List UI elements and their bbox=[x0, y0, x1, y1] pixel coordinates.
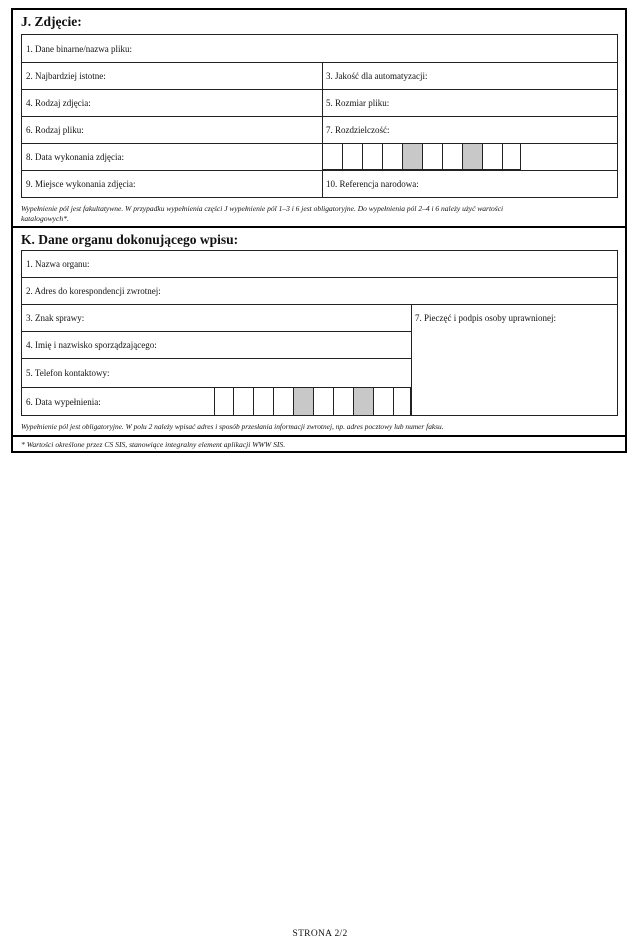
date-cell[interactable] bbox=[342, 143, 363, 170]
field-file-size[interactable]: 5. Rozmiar pliku: bbox=[326, 98, 390, 108]
date-cell[interactable] bbox=[322, 143, 343, 170]
section-separator bbox=[13, 435, 625, 437]
fill-date-cells[interactable] bbox=[214, 387, 411, 416]
date-cell[interactable] bbox=[333, 387, 354, 416]
photo-date-cells[interactable] bbox=[322, 143, 522, 170]
section-k-title: K. Dane organu dokonującego wpisu: bbox=[21, 232, 239, 247]
date-cell[interactable] bbox=[393, 387, 411, 416]
field-resolution[interactable]: 7. Rozdzielczość: bbox=[326, 125, 390, 135]
section-separator bbox=[13, 226, 625, 228]
section-k-grid bbox=[21, 250, 618, 416]
section-j-title: J. Zdjęcie: bbox=[21, 14, 82, 29]
date-separator-cell bbox=[462, 143, 483, 170]
date-cell[interactable] bbox=[382, 143, 403, 170]
form-page bbox=[11, 8, 627, 453]
field-photo-date: 8. Data wykonania zdjęcia: bbox=[26, 152, 124, 162]
field-case-reference[interactable]: 3. Znak sprawy: bbox=[26, 313, 85, 323]
field-preparer-name[interactable]: 4. Imię i nazwisko sporządzającego: bbox=[26, 340, 157, 350]
date-cell[interactable] bbox=[253, 387, 274, 416]
field-automation-quality[interactable]: 3. Jakość dla automatyzacji: bbox=[326, 71, 428, 81]
field-national-reference[interactable]: 10. Referencja narodowa: bbox=[326, 179, 419, 189]
field-stamp-signature[interactable]: 7. Pieczęć i podpis osoby uprawnionej: bbox=[415, 313, 556, 323]
field-authority-name[interactable]: 1. Nazwa organu: bbox=[26, 259, 90, 269]
field-binary-data-filename[interactable]: 1. Dane binarne/nazwa pliku: bbox=[26, 44, 132, 54]
field-return-address[interactable]: 2. Adres do korespondencji zwrotnej: bbox=[26, 286, 161, 296]
date-cell[interactable] bbox=[233, 387, 254, 416]
date-cell[interactable] bbox=[422, 143, 443, 170]
date-separator-cell bbox=[402, 143, 423, 170]
section-j-note-line2: katalogowych*. bbox=[21, 214, 69, 223]
field-contact-phone[interactable]: 5. Telefon kontaktowy: bbox=[26, 368, 110, 378]
date-separator-cell bbox=[353, 387, 374, 416]
date-cell[interactable] bbox=[373, 387, 394, 416]
date-cell[interactable] bbox=[362, 143, 383, 170]
date-cell[interactable] bbox=[442, 143, 463, 170]
date-cell[interactable] bbox=[214, 387, 234, 416]
section-j-grid bbox=[21, 34, 618, 198]
field-photo-type[interactable]: 4. Rodzaj zdjęcia: bbox=[26, 98, 91, 108]
field-file-type[interactable]: 6. Rodzaj pliku: bbox=[26, 125, 84, 135]
section-k-note: Wypełnienie pól jest obligatoryjne. W polu 2 należy wpisać adres i sposób przesłania informacji zwrotnej, np. adres pocztowy lub numer faksu. bbox=[21, 422, 444, 431]
field-fill-date: 6. Data wypełnienia: bbox=[26, 397, 101, 407]
date-cell[interactable] bbox=[273, 387, 294, 416]
footnote: * Wartości określone przez CS SIS, stanowiące integralny element aplikacji WWW SIS. bbox=[21, 440, 286, 449]
date-cell[interactable] bbox=[502, 143, 521, 170]
date-cell[interactable] bbox=[313, 387, 334, 416]
page-number: STRONA 2/2 bbox=[292, 929, 348, 939]
section-j-note-line1: Wypełnienie pól jest fakultatywne. W przypadku wypełnienia części J wypełnienie pól 1–3 i 6 jest obligatoryjne. Do wypełnienia pól 2–4 i 6 należy użyć wartości bbox=[21, 204, 504, 213]
date-cell[interactable] bbox=[482, 143, 503, 170]
field-most-relevant[interactable]: 2. Najbardziej istotne: bbox=[26, 71, 106, 81]
date-separator-cell bbox=[293, 387, 314, 416]
field-photo-place[interactable]: 9. Miejsce wykonania zdjęcia: bbox=[26, 179, 136, 189]
